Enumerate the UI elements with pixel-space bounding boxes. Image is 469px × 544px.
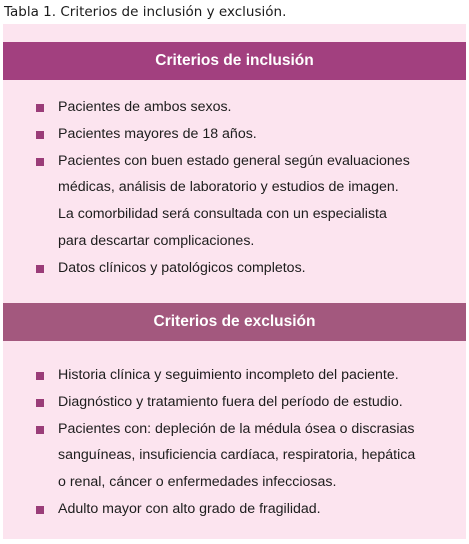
square-bullet-icon <box>36 265 44 273</box>
inclusion-header <box>3 42 466 80</box>
square-bullet-icon <box>36 158 44 166</box>
inclusion-title: Criterios de inclusión <box>155 52 314 69</box>
criterion-text: Pacientes con buen estado general según evaluaciones <box>58 152 410 169</box>
table-caption: Tabla 1. Criterios de inclusión y exclusión. <box>4 4 287 20</box>
criteria-table <box>3 24 466 539</box>
criterion-text: La comorbilidad será consultada con un especialista <box>58 206 387 223</box>
criterion-text: Pacientes de ambos sexos. <box>58 99 232 115</box>
square-bullet-icon <box>36 131 44 139</box>
inclusion-criterion <box>3 121 466 148</box>
criterion-text: Historia clínica y seguimiento incompleto del paciente. <box>58 367 399 383</box>
exclusion-criterion <box>3 496 466 523</box>
square-bullet-icon <box>36 506 44 514</box>
criterion-text: o renal, cáncer o enfermedades infecciosas. <box>58 474 337 491</box>
square-bullet-icon <box>36 399 44 407</box>
exclusion-criterion <box>3 362 466 389</box>
inclusion-criterion <box>3 255 466 282</box>
exclusion-header <box>3 303 466 341</box>
exclusion-title: Criterios de exclusión <box>153 313 316 330</box>
criterion-text: Adulto mayor con alto grado de fragilidad. <box>58 500 321 517</box>
exclusion-criteria-list <box>3 362 466 523</box>
criterion-text: médicas, análisis de laboratorio y estudios de imagen. <box>58 179 399 196</box>
exclusion-criterion <box>3 416 466 496</box>
square-bullet-icon <box>36 104 44 112</box>
inclusion-criteria-list <box>3 94 466 282</box>
criterion-text: sanguíneas, insuficiencia cardíaca, respiratoria, hepática <box>58 447 416 464</box>
criterion-text: para descartar complicaciones. <box>58 232 255 249</box>
criterion-text: Pacientes con: depleción de la médula ósea o discrasias <box>58 420 415 437</box>
square-bullet-icon <box>36 372 44 380</box>
square-bullet-icon <box>36 426 44 434</box>
inclusion-criterion <box>3 148 466 255</box>
criterion-text: Diagnóstico y tratamiento fuera del período de estudio. <box>58 393 403 410</box>
criterion-text: Datos clínicos y patológicos completos. <box>58 259 306 276</box>
criterion-text: Pacientes mayores de 18 años. <box>58 125 257 142</box>
inclusion-criterion <box>3 94 466 121</box>
exclusion-criterion <box>3 389 466 416</box>
